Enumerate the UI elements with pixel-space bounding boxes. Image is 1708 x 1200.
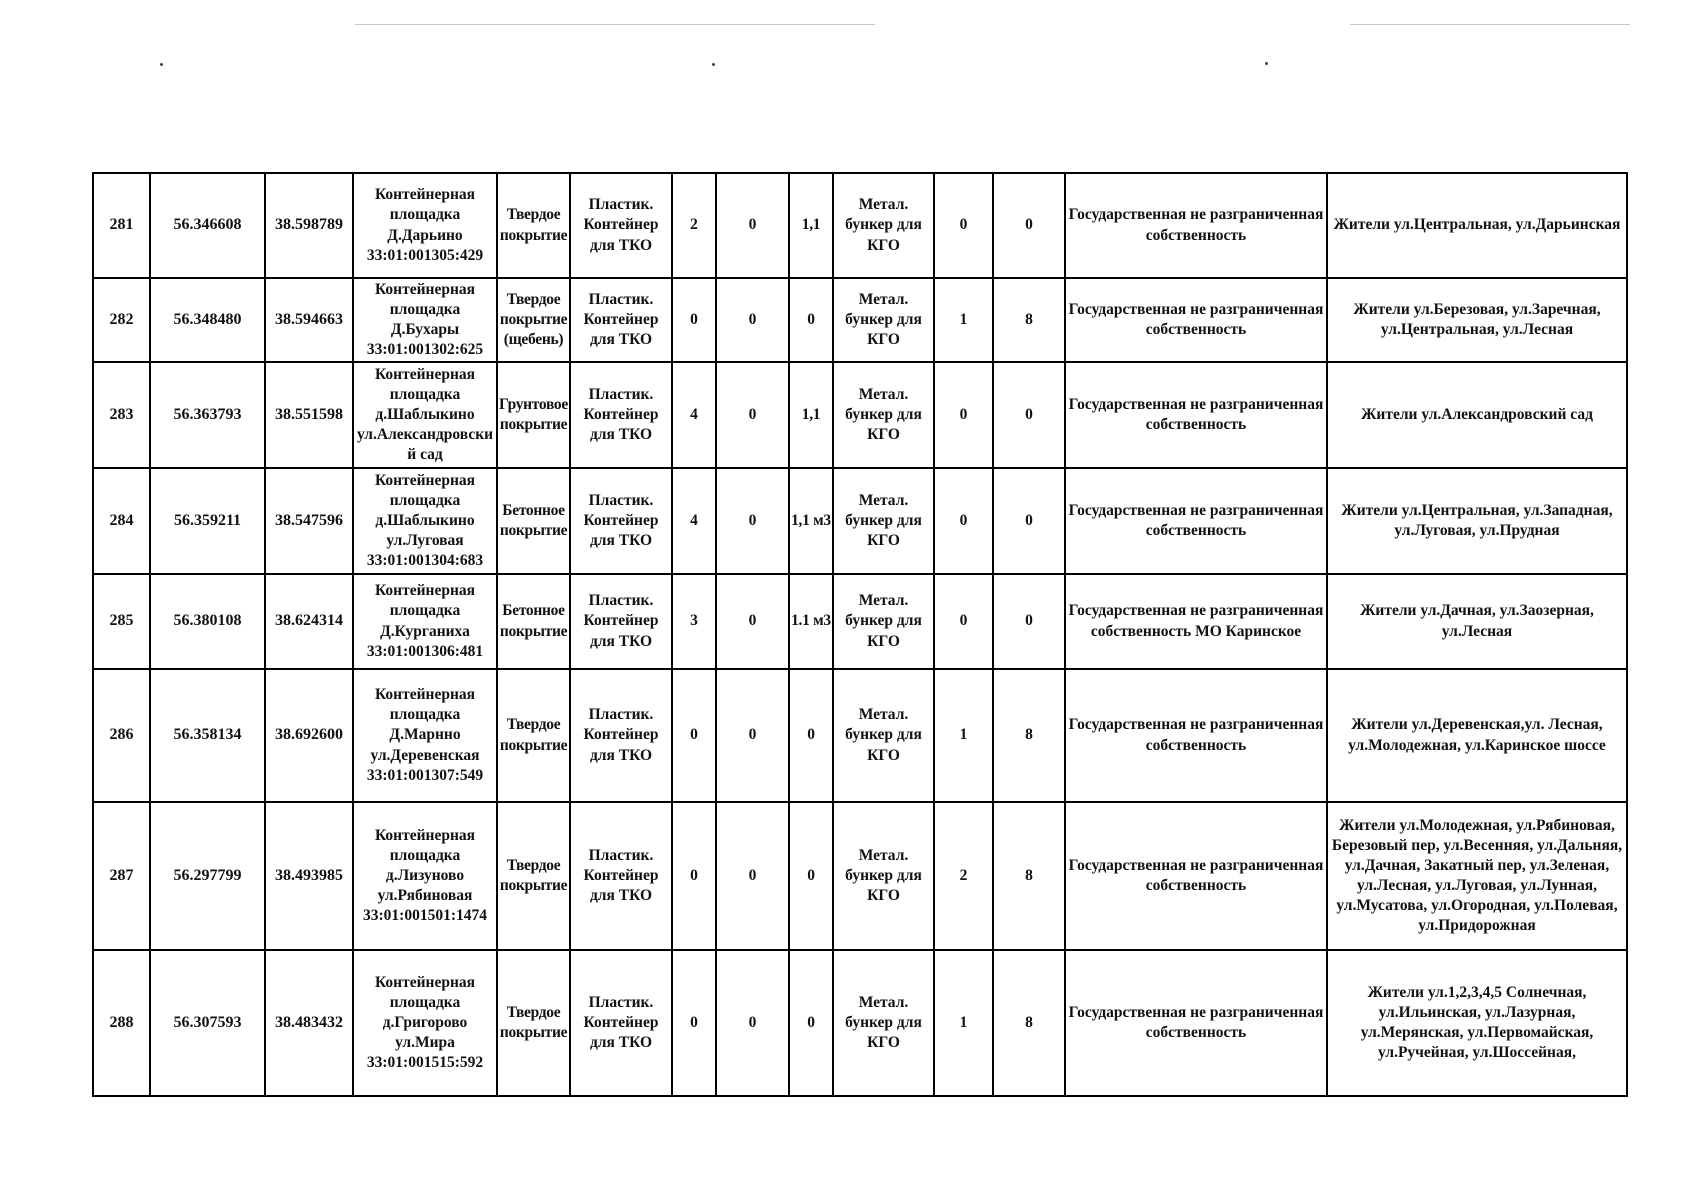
latitude-cell: 56.307593 bbox=[150, 950, 265, 1096]
bunker-volume-cell: 8 bbox=[993, 802, 1065, 950]
site-cell: Контейнерная площадка д.Шаблыкино ул.Александровский сад bbox=[353, 362, 497, 468]
container-volume-cell: 1,1 bbox=[789, 173, 833, 278]
table-row bbox=[93, 669, 1627, 802]
container-type-cell: Пластик. Контейнер для ТКО bbox=[570, 574, 672, 669]
container-qty-cell: 3 bbox=[672, 574, 716, 669]
container-volume-cell: 0 bbox=[789, 669, 833, 802]
bunker-volume-cell: 8 bbox=[993, 950, 1065, 1096]
container-sites-table bbox=[92, 172, 1628, 1097]
container-qty-cell: 4 bbox=[672, 468, 716, 574]
bunker-qty-cell: 0 bbox=[934, 362, 993, 468]
container-volume-cell: 1.1 м3 bbox=[789, 574, 833, 669]
residents-cell: Жители ул.Дачная, ул.Заозерная, ул.Лесная bbox=[1327, 574, 1627, 669]
site-cell: Контейнерная площадка Д.Марнно ул.Деревенская 33:01:001307:549 bbox=[353, 669, 497, 802]
surface-cell: Грунтовое покрытие bbox=[497, 362, 570, 468]
table-row bbox=[93, 802, 1627, 950]
residents-cell: Жители ул.Деревенская,ул. Лесная, ул.Молодежная, ул.Каринское шоссе bbox=[1327, 669, 1627, 802]
ownership-cell: Государственная не разграниченная собственность bbox=[1065, 278, 1327, 362]
table-row bbox=[93, 468, 1627, 574]
table-row bbox=[93, 362, 1627, 468]
bunker-qty-cell: 1 bbox=[934, 669, 993, 802]
surface-cell: Бетонное покрытие bbox=[497, 468, 570, 574]
site-cell: Контейнерная площадка Д.Бухары 33:01:001302:625 bbox=[353, 278, 497, 362]
container-existing-cell: 0 bbox=[716, 468, 789, 574]
site-cell: Контейнерная площадка д.Григорово ул.Мира 33:01:001515:592 bbox=[353, 950, 497, 1096]
longitude-cell: 38.692600 bbox=[265, 669, 353, 802]
bunker-type-cell: Метал. бункер для КГО bbox=[833, 468, 934, 574]
ownership-cell: Государственная не разграниченная собственность МО Каринское bbox=[1065, 574, 1327, 669]
table-row bbox=[93, 173, 1627, 278]
latitude-cell: 56.359211 bbox=[150, 468, 265, 574]
latitude-cell: 56.358134 bbox=[150, 669, 265, 802]
longitude-cell: 38.493985 bbox=[265, 802, 353, 950]
longitude-cell: 38.594663 bbox=[265, 278, 353, 362]
table-body bbox=[93, 173, 1627, 1096]
container-existing-cell: 0 bbox=[716, 278, 789, 362]
latitude-cell: 56.346608 bbox=[150, 173, 265, 278]
row-number: 284 bbox=[93, 468, 150, 574]
latitude-cell: 56.380108 bbox=[150, 574, 265, 669]
bunker-type-cell: Метал. бункер для КГО bbox=[833, 173, 934, 278]
container-existing-cell: 0 bbox=[716, 950, 789, 1096]
container-volume-cell: 0 bbox=[789, 950, 833, 1096]
container-type-cell: Пластик. Контейнер для ТКО bbox=[570, 802, 672, 950]
container-type-cell: Пластик. Контейнер для ТКО bbox=[570, 468, 672, 574]
site-cell: Контейнерная площадка д.Шаблыкино ул.Луговая 33:01:001304:683 bbox=[353, 468, 497, 574]
bunker-qty-cell: 1 bbox=[934, 950, 993, 1096]
residents-cell: Жители ул.Молодежная, ул.Рябиновая, Березовый пер, ул.Весенняя, ул.Дальняя, ул.Дачная, Закатный пер, ул.Зеленая, ул.Лесная, ул.Луговая, ул.Лунная, ул.Мусатова, ул.Огородная, ул.Полевая, ул.Придорожная bbox=[1327, 802, 1627, 950]
container-type-cell: Пластик. Контейнер для ТКО bbox=[570, 362, 672, 468]
bunker-type-cell: Метал. бункер для КГО bbox=[833, 362, 934, 468]
longitude-cell: 38.598789 bbox=[265, 173, 353, 278]
bunker-qty-cell: 0 bbox=[934, 574, 993, 669]
ownership-cell: Государственная не разграниченная собственность bbox=[1065, 468, 1327, 574]
container-qty-cell: 0 bbox=[672, 278, 716, 362]
container-existing-cell: 0 bbox=[716, 669, 789, 802]
bunker-type-cell: Метал. бункер для КГО bbox=[833, 950, 934, 1096]
surface-cell: Твердое покрытие bbox=[497, 669, 570, 802]
container-qty-cell: 4 bbox=[672, 362, 716, 468]
bunker-volume-cell: 0 bbox=[993, 574, 1065, 669]
latitude-cell: 56.363793 bbox=[150, 362, 265, 468]
bunker-qty-cell: 2 bbox=[934, 802, 993, 950]
bunker-type-cell: Метал. бункер для КГО bbox=[833, 802, 934, 950]
container-existing-cell: 0 bbox=[716, 574, 789, 669]
residents-cell: Жители ул.Березовая, ул.Заречная, ул.Центральная, ул.Лесная bbox=[1327, 278, 1627, 362]
container-type-cell: Пластик. Контейнер для ТКО bbox=[570, 950, 672, 1096]
scan-artifact-dot bbox=[712, 63, 715, 66]
row-number: 285 bbox=[93, 574, 150, 669]
bunker-volume-cell: 8 bbox=[993, 278, 1065, 362]
surface-cell: Твердое покрытие bbox=[497, 173, 570, 278]
surface-cell: Твердое покрытие bbox=[497, 802, 570, 950]
container-existing-cell: 0 bbox=[716, 362, 789, 468]
scan-artifact-line bbox=[1350, 24, 1630, 25]
scan-artifact-line bbox=[355, 24, 875, 25]
row-number: 287 bbox=[93, 802, 150, 950]
container-type-cell: Пластик. Контейнер для ТКО bbox=[570, 669, 672, 802]
longitude-cell: 38.624314 bbox=[265, 574, 353, 669]
longitude-cell: 38.483432 bbox=[265, 950, 353, 1096]
container-qty-cell: 0 bbox=[672, 669, 716, 802]
container-qty-cell: 0 bbox=[672, 802, 716, 950]
table-row bbox=[93, 278, 1627, 362]
latitude-cell: 56.348480 bbox=[150, 278, 265, 362]
bunker-type-cell: Метал. бункер для КГО bbox=[833, 669, 934, 802]
container-existing-cell: 0 bbox=[716, 802, 789, 950]
container-volume-cell: 1,1 м3 bbox=[789, 468, 833, 574]
scan-artifact-dot bbox=[1265, 62, 1268, 65]
container-existing-cell: 0 bbox=[716, 173, 789, 278]
container-type-cell: Пластик. Контейнер для ТКО bbox=[570, 278, 672, 362]
residents-cell: Жители ул.1,2,3,4,5 Солнечная, ул.Ильинская, ул.Лазурная, ул.Мерянская, ул.Первомайская, ул.Ручейная, ул.Шоссейная, bbox=[1327, 950, 1627, 1096]
surface-cell: Твердое покрытие bbox=[497, 950, 570, 1096]
container-qty-cell: 2 bbox=[672, 173, 716, 278]
row-number: 288 bbox=[93, 950, 150, 1096]
container-volume-cell: 0 bbox=[789, 802, 833, 950]
ownership-cell: Государственная не разграниченная собственность bbox=[1065, 173, 1327, 278]
container-volume-cell: 0 bbox=[789, 278, 833, 362]
longitude-cell: 38.547596 bbox=[265, 468, 353, 574]
row-number: 281 bbox=[93, 173, 150, 278]
row-number: 286 bbox=[93, 669, 150, 802]
site-cell: Контейнерная площадка Д.Дарьино 33:01:001305:429 bbox=[353, 173, 497, 278]
bunker-qty-cell: 0 bbox=[934, 173, 993, 278]
bunker-volume-cell: 8 bbox=[993, 669, 1065, 802]
bunker-type-cell: Метал. бункер для КГО bbox=[833, 278, 934, 362]
site-cell: Контейнерная площадка Д.Курганиха 33:01:001306:481 bbox=[353, 574, 497, 669]
site-cell: Контейнерная площадка д.Лизуново ул.Рябиновая 33:01:001501:1474 bbox=[353, 802, 497, 950]
row-number: 283 bbox=[93, 362, 150, 468]
container-qty-cell: 0 bbox=[672, 950, 716, 1096]
latitude-cell: 56.297799 bbox=[150, 802, 265, 950]
table-row bbox=[93, 950, 1627, 1096]
residents-cell: Жители ул.Центральная, ул.Западная, ул.Луговая, ул.Прудная bbox=[1327, 468, 1627, 574]
row-number: 282 bbox=[93, 278, 150, 362]
bunker-qty-cell: 1 bbox=[934, 278, 993, 362]
residents-cell: Жители ул.Александровский сад bbox=[1327, 362, 1627, 468]
container-type-cell: Пластик. Контейнер для ТКО bbox=[570, 173, 672, 278]
surface-cell: Твердое покрытие (щебень) bbox=[497, 278, 570, 362]
bunker-type-cell: Метал. бункер для КГО bbox=[833, 574, 934, 669]
bunker-volume-cell: 0 bbox=[993, 468, 1065, 574]
ownership-cell: Государственная не разграниченная собственность bbox=[1065, 802, 1327, 950]
surface-cell: Бетонное покрытие bbox=[497, 574, 570, 669]
ownership-cell: Государственная не разграниченная собственность bbox=[1065, 362, 1327, 468]
container-volume-cell: 1,1 bbox=[789, 362, 833, 468]
bunker-volume-cell: 0 bbox=[993, 362, 1065, 468]
bunker-qty-cell: 0 bbox=[934, 468, 993, 574]
bunker-volume-cell: 0 bbox=[993, 173, 1065, 278]
longitude-cell: 38.551598 bbox=[265, 362, 353, 468]
table-row bbox=[93, 574, 1627, 669]
residents-cell: Жители ул.Центральная, ул.Дарьинская bbox=[1327, 173, 1627, 278]
ownership-cell: Государственная не разграниченная собственность bbox=[1065, 669, 1327, 802]
scan-artifact-dot bbox=[160, 63, 163, 66]
ownership-cell: Государственная не разграниченная собственность bbox=[1065, 950, 1327, 1096]
